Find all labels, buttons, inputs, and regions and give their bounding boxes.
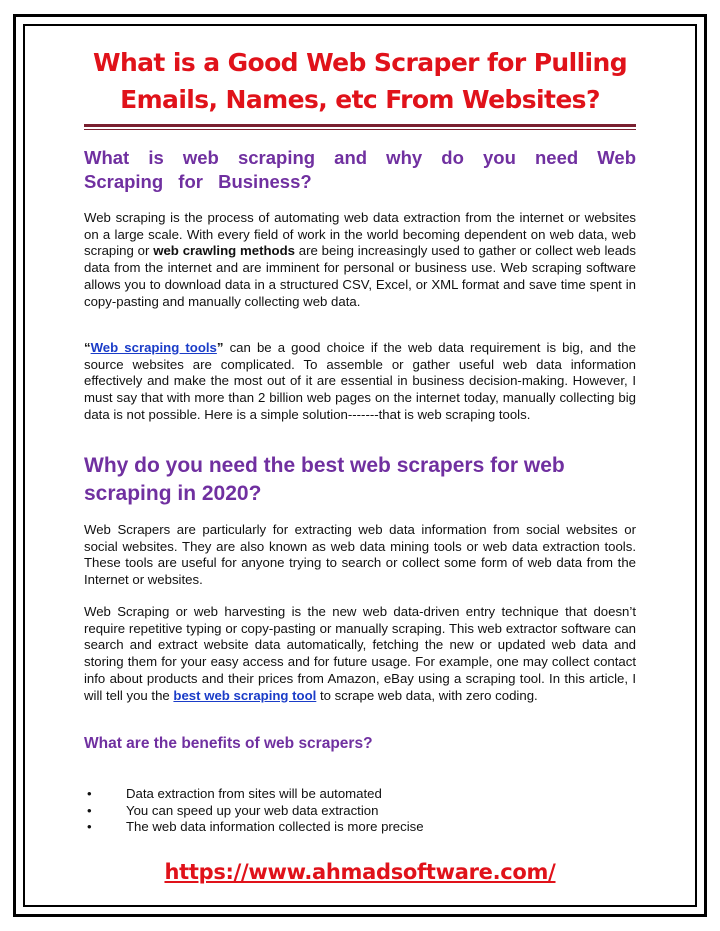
paragraph-web-harvesting: Web Scraping or web harvesting is the new web data-driven entry technique that doesn’t require repetitive typing or copy-pasting or manually scraping. This web extractor software can search and extract website data automatically, fetching the new or updated web data and storing them for your easy access and for future usage. For example, one may collect contact info about products and their prices from Amazon, eBay using a scraping tool. In this article, I will tell you the best web scraping tool to scrape web data, with zero coding.: [84, 604, 636, 703]
web-scraping-tools-link[interactable]: Web scraping tools: [90, 340, 217, 355]
bullet-icon: •: [87, 786, 92, 801]
section-heading-benefits: What are the benefits of web scrapers?: [84, 735, 373, 752]
bullet-icon: •: [87, 802, 92, 818]
paragraph-web-scraping-definition: Web scraping is the process of automating web data extraction from the internet or websites on a large scale. With every field of work in the world becoming dependent on web data, web scraping or web crawling methods are being increasingly used to gather or collect web leads data from the internet and are imminent for personal or business use. Web scraping software allows you to download data in a structured CSV, Excel, or XML format and save time spent in copy-pasting and manually collecting web data.: [84, 210, 636, 309]
list-item: • You can speed up your web data extraction: [87, 802, 379, 818]
footer-website-link[interactable]: https://www.ahmadsoftware.com/: [164, 860, 556, 884]
section-heading-why-best-web-scrapers: Why do you need the best web scrapers for web scraping in 2020?: [84, 454, 565, 505]
list-item: • The web data information collected is more precise: [87, 819, 424, 835]
paragraph-web-scrapers-intro: Web Scrapers are particularly for extracting web data information from social websites or social websites. They are also known as web data mining tools or web data extraction tools. These tools are useful for anyone trying to search or collect some form of web data from the Internet or websites.: [84, 522, 636, 588]
section-heading-what-is-web-scraping: What is web scraping and why do you need Web Scraping for Business?: [84, 147, 636, 192]
title-divider: [84, 124, 636, 127]
paragraph-web-scraping-tools: “Web scraping tools” can be a good choice if the web data requirement is big, and the source websites are complicated. To assemble or gather useful web data information effectively and make the most out of it are essential in business decision-making. However, I must say that with more than 2 billion web pages on the internet today, manually collecting big data is not possible. Here is a simple solution-------that is web scraping tools.: [84, 340, 636, 422]
best-web-scraping-tool-link[interactable]: best web scraping tool: [173, 687, 317, 703]
bold-web-crawling-methods: web crawling methods: [153, 243, 295, 259]
benefits-list: [84, 786, 636, 836]
title-divider-thin: [84, 129, 636, 130]
bullet-icon: •: [87, 819, 92, 835]
list-item: • Data extraction from sites will be automated: [87, 786, 382, 801]
document-title: What is a Good Web Scraper for Pulling Emails, Names, etc From Websites?: [92, 48, 628, 114]
